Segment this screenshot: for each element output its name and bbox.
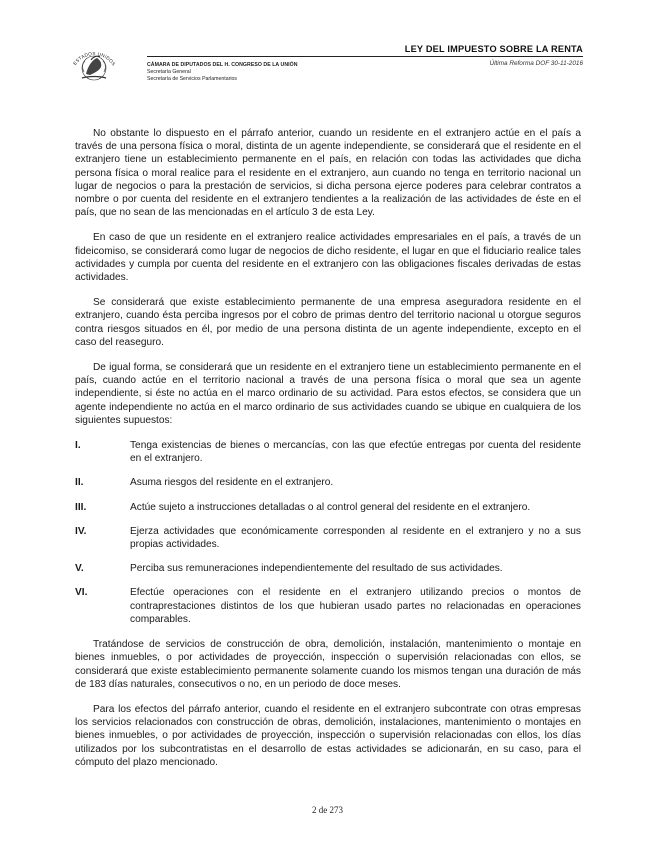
list-item-text: Actúe sujeto a instrucciones detalladas o al control general del residente en el extranjero. (130, 501, 531, 513)
services-name: Secretaría de Servicios Parlamentarios (147, 76, 237, 83)
chamber-header (147, 62, 298, 84)
list-item-text: Perciba sus remuneraciones independientemente del resultado de sus actividades. (130, 563, 503, 575)
list-item (75, 586, 581, 626)
list-item (75, 476, 581, 489)
paragraph: No obstante lo dispuesto en el párrafo anterior, cuando un residente en el extranjero actúe en el país a través de una persona física o moral, distinta de un agente independiente, se considerará que el residente en el extranjero tiene un establecimiento permanente en el país, en relación con todas las actividades que dicha persona física o moral realice para el residente en el extranjero, aun cuando no tenga en territorio nacional un lugar de negocios o para la prestación de servicios, si dicha persona ejerce poderes para celebrar contratos a nombre o por cuenta del residente en el extranjero tendientes a la realización de las actividades de éste en el país, que no sean de las mencionadas en el artículo 3 de esta Ley. (75, 128, 581, 219)
list-item-text: Ejerza actividades que económicamente corresponden al residente en el extranjero y no a sus propias actividades. (130, 525, 581, 551)
paragraph: Para los efectos del párrafo anterior, cuando el residente en el extranjero subcontrate con otras empresas los servicios relacionados con construcción de obras, demolición, instalaciones, mantenimiento o montajes en bienes inmuebles, o por actividades de proyección, inspección o supervisión relacionadas con ellos, los días utilizados por los subcontratistas en el desarrollo de estas actividades se adicionarán, en su caso, para el cómputo del plazo mencionado. (75, 703, 581, 768)
page-number: 2 de 273 (312, 805, 343, 815)
header-divider (147, 56, 583, 57)
law-title: LEY DEL IMPUESTO SOBRE LA RENTA (404, 44, 583, 54)
list-item-number: III. (75, 501, 87, 513)
last-reform-date: Última Reforma DOF 30-11-2016 (489, 60, 583, 67)
paragraph: Tratándose de servicios de construcción de obra, demolición, instalación, mantenimiento o montaje en bienes inmuebles, o por actividades de proyección, inspección o supervisión relacionadas con ellos, se considerará que existe establecimiento permanente solamente cuando los mismos tengan una duración de más de 183 días naturales, consecutivos o no, en un periodo de doce meses. (75, 639, 581, 690)
list-item-number: II. (75, 477, 84, 489)
list-item (75, 439, 581, 465)
svg-text:ESTADOS UNIDOS MEXICANOS: ESTADOS UNIDOS (72, 51, 117, 67)
list-item-number: VI. (75, 587, 88, 599)
secretariat-name: Secretaría General (147, 69, 191, 76)
chamber-name: CÁMARA DE DIPUTADOS DEL H. CONGRESO DE LA UNIÓN (147, 62, 298, 68)
list-item (75, 525, 581, 551)
list-item-text: Asuma riesgos del residente en el extranjero. (130, 477, 334, 489)
list-item (75, 562, 581, 575)
list-item (75, 501, 581, 514)
national-seal-icon (64, 38, 124, 84)
paragraph: En caso de que un residente en el extranjero realice actividades empresariales en el país, a través de un fideicomiso, se considerará como lugar de negocios de dicho residente, el lugar en que el fiduciario realice tales actividades y cumpla por cuenta del residente en el extranjero con las obligaciones fiscales derivadas de estas actividades. (75, 232, 581, 284)
list-item-number: IV. (75, 525, 87, 537)
list-item-number: I. (75, 440, 81, 452)
document-body (75, 127, 581, 781)
list-item-text: Tenga existencias de bienes o mercancías, con las que efectúe entregas por cuenta del residente en el extranjero. (130, 440, 581, 465)
list-item-text: Efectúe operaciones con el residente en el extranjero utilizando precios o montos de contraprestaciones distintos de los que hubieran usado partes no relacionadas en operaciones comparables. (130, 587, 581, 625)
conditions-list (75, 439, 581, 626)
paragraph: De igual forma, se considerará que un residente en el extranjero tiene un establecimiento permanente en el país, cuando actúe en el territorio nacional a través de una persona física o moral que sea un agente independiente, si éste no actúa en el marco ordinario de su actividad. Para estos efectos, se considera que un agente independiente no actúa en el marco ordinario de sus actividades cuando se ubique en cualquiera de los siguientes supuestos: (75, 362, 581, 426)
paragraph: Se considerará que existe establecimiento permanente de una empresa aseguradora residente en el extranjero, cuando ésta perciba ingresos por el cobro de primas dentro del territorio nacional u otorgue seguros contra riesgos situados en él, por medio de una persona distinta de un agente independiente, excepto en el caso del reaseguro. (75, 297, 581, 348)
list-item-number: V. (75, 563, 84, 575)
